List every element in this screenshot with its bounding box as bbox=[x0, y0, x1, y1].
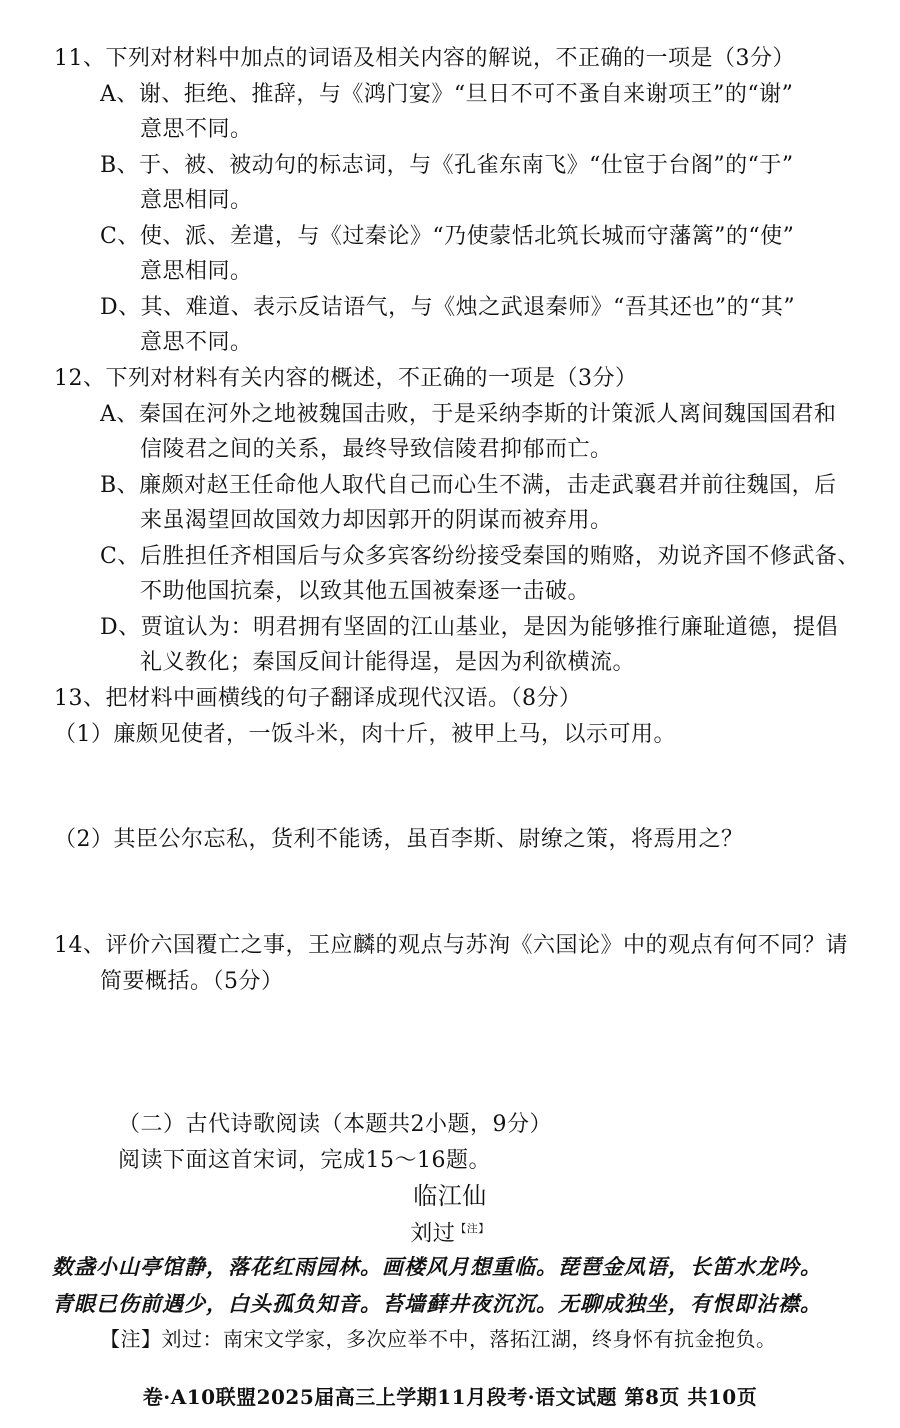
author-name: 刘过 bbox=[410, 1221, 456, 1247]
q11-stem: 11、下列对材料中加点的词语及相关内容的解说，不正确的一项是（3分） bbox=[54, 46, 795, 71]
poem-author bbox=[0, 1214, 900, 1249]
q11-option-c: C、使、派、差遣，与《过秦论》“乃使蒙恬北筑长城而守藩篱”的“使” bbox=[100, 224, 795, 249]
poem-title: 临江仙 bbox=[413, 1182, 487, 1210]
q12-option-c-cont: 不助他国抗秦，以致其他五国被秦逐一击破。 bbox=[140, 579, 591, 604]
q11-option-a-cont: 意思不同。 bbox=[140, 117, 253, 142]
author-note-mark: 【注】 bbox=[455, 1222, 490, 1235]
section-heading: （二）古代诗歌阅读（本题共2小题，9分） bbox=[118, 1112, 552, 1137]
q11-option-a: A、谢、拒绝、推辞，与《鸿门宴》“旦日不可不蚤自来谢项王”的“谢” bbox=[100, 82, 794, 107]
q12-option-d: D、贾谊认为：明君拥有坚固的江山基业，是因为能够推行廉耻道德，提倡 bbox=[100, 615, 839, 640]
poem-line-1: 数盏小山亭馆静，落花红雨园林。画楼风月想重临。琵琶金凤语，长笛水龙吟。 bbox=[52, 1254, 822, 1279]
q11-option-b-cont: 意思相同。 bbox=[140, 188, 253, 213]
q12-option-c: C、后胜担任齐相国后与众多宾客纷纷接受秦国的贿赂，劝说齐国不修武备、 bbox=[100, 544, 860, 569]
q12-option-d-cont: 礼义教化；秦国反间计能得逞，是因为利欲横流。 bbox=[140, 650, 636, 675]
q12-option-b: B、廉颇对赵王任命他人取代自己而心生不满，击走武襄君并前往魏国，后 bbox=[100, 473, 837, 498]
q14-stem-cont: 简要概括。（5分） bbox=[100, 969, 284, 994]
q13-sentence-2: （2）其臣公尔忘私，货利不能诱，虽百李斯、尉缭之策，将焉用之？ bbox=[54, 827, 744, 852]
q12-option-a-cont: 信陵君之间的关系，最终导致信陵君抑郁而亡。 bbox=[140, 437, 613, 462]
q11-option-d: D、其、难道、表示反诘语气，与《烛之武退秦师》“吾其还也”的“其” bbox=[100, 295, 796, 320]
q13-stem: 13、把材料中画横线的句子翻译成现代汉语。（8分） bbox=[54, 686, 582, 711]
q12-option-b-cont: 来虽渴望回故国效力却因郭开的阴谋而被弃用。 bbox=[140, 508, 613, 533]
page-footer: 卷·A10联盟2025届高三上学期11月段考·语文试题 第8页 共10页 bbox=[142, 1385, 758, 1409]
q11-option-c-cont: 意思相同。 bbox=[140, 259, 253, 284]
poem-line-2: 青眼已伤前遇少，白头孤负知音。苔墙藓井夜沉沉。无聊成独坐，有恨即沾襟。 bbox=[52, 1291, 822, 1316]
q12-option-a: A、秦国在河外之地被魏国击败，于是采纳李斯的计策派人离间魏国国君和 bbox=[100, 402, 837, 427]
q13-sentence-1: （1）廉颇见使者，一饭斗米，肉十斤，被甲上马，以示可用。 bbox=[54, 722, 676, 747]
q14-stem: 14、评价六国覆亡之事，王应麟的观点与苏洵《六国论》中的观点有何不同？请 bbox=[54, 933, 848, 958]
poem-note: 【注】刘过：南宋文学家，多次应举不中，落拓江湖，终身怀有抗金抱负。 bbox=[100, 1327, 777, 1351]
q11-option-d-cont: 意思不同。 bbox=[140, 330, 253, 355]
q11-option-b: B、于、被、被动句的标志词，与《孔雀东南飞》“仕宦于台阁”的“于” bbox=[100, 153, 794, 178]
section-instruction: 阅读下面这首宋词，完成15～16题。 bbox=[118, 1148, 491, 1173]
q12-stem: 12、下列对材料有关内容的概述，不正确的一项是（3分） bbox=[54, 366, 638, 391]
